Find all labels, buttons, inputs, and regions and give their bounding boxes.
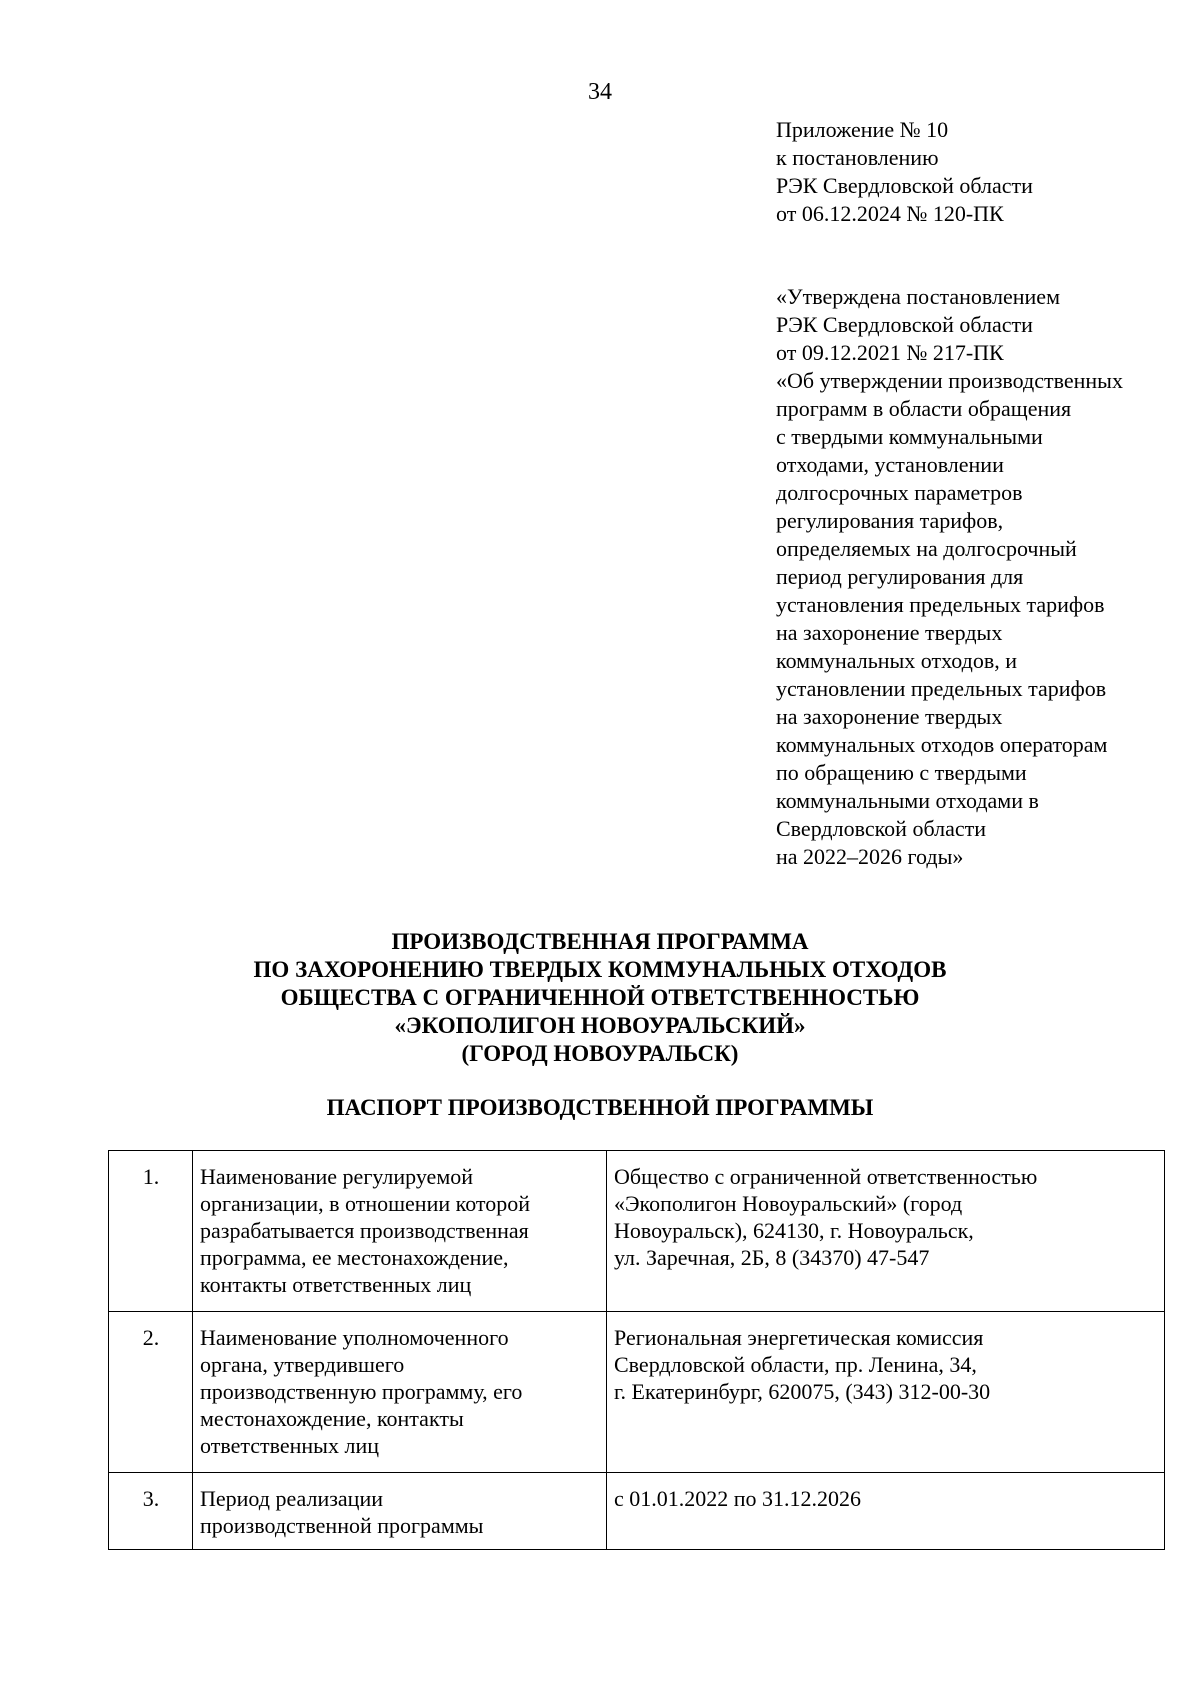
row-label [193,1151,607,1312]
page-number: 34 [588,79,612,105]
approval-line: определяемых на долгосрочный [776,536,1077,561]
row-label [193,1473,607,1550]
approval-line: регулирования тарифов, [776,508,1004,533]
approval-reference [776,283,1186,871]
appendix-line: Приложение № 10 [776,117,949,142]
passport-table [108,1150,1165,1550]
row-number: 3. [109,1473,193,1550]
approval-line: коммунальными отходами в [776,788,1039,813]
program-title-line: ПО ЗАХОРОНЕНИЮ ТВЕРДЫХ КОММУНАЛЬНЫХ ОТХОДОВ [253,957,947,982]
row-label-line: разрабатывается производственная [200,1218,529,1243]
row-value-line: Новоуральск), 624130, г. Новоуральск, [614,1218,974,1243]
approval-line: по обращению с твердыми [776,760,1027,785]
appendix-line: от 06.12.2024 № 120-ПК [776,201,1004,226]
row-value [607,1151,1165,1312]
approval-line: программ в области обращения [776,396,1072,421]
row-value-line: ул. Заречная, 2Б, 8 (34370) 47-547 [614,1245,930,1270]
row-label [193,1312,607,1473]
row-label-line: ответственных лиц [200,1433,379,1458]
approval-line: коммунальных отходов операторам [776,732,1108,757]
approval-line: от 09.12.2021 № 217-ПК [776,340,1004,365]
passport-title: ПАСПОРТ ПРОИЗВОДСТВЕННОЙ ПРОГРАММЫ [326,1095,874,1120]
row-label-line: Наименование регулируемой [200,1164,474,1189]
row-value-line: г. Екатеринбург, 620075, (343) 312-00-30 [614,1379,991,1404]
program-title-line: (ГОРОД НОВОУРАЛЬСК) [461,1041,739,1066]
approval-line: «Утверждена постановлением [776,284,1060,309]
row-value [607,1312,1165,1473]
approval-line: на захоронение твердых [776,620,1003,645]
row-value-line: Общество с ограниченной ответственностью [614,1164,1038,1189]
approval-line: отходами, установлении [776,452,1004,477]
program-title [0,928,1200,1068]
row-label-line: программа, ее местонахождение, [200,1245,509,1270]
approval-line: установлении предельных тарифов [776,676,1107,701]
approval-line: на захоронение твердых [776,704,1003,729]
row-label-line: контакты ответственных лиц [200,1272,472,1297]
table-row [109,1312,1165,1473]
row-value-line: Свердловской области, пр. Ленина, 34, [614,1352,977,1377]
row-value-line: «Экополигон Новоуральский» (город [614,1191,963,1216]
row-label-line: Наименование уполномоченного [200,1325,509,1350]
appendix-reference [776,116,1186,228]
row-label-line: органа, утвердившего [200,1352,405,1377]
row-label-line: производственной программы [200,1513,484,1538]
appendix-line: к постановлению [776,145,939,170]
approval-line: Свердловской области [776,816,986,841]
approval-line: долгосрочных параметров [776,480,1023,505]
row-label-line: производственную программу, его [200,1379,523,1404]
row-value-line: с 01.01.2022 по 31.12.2026 [614,1486,862,1511]
approval-line: коммунальных отходов, и [776,648,1018,673]
program-title-line: ОБЩЕСТВА С ОГРАНИЧЕННОЙ ОТВЕТСТВЕННОСТЬЮ [280,985,920,1010]
table-row [109,1473,1165,1550]
approval-line: «Об утверждении производственных [776,368,1123,393]
row-label-line: организации, в отношении которой [200,1191,530,1216]
approval-line: на 2022–2026 годы» [776,844,964,869]
program-title-line: «ЭКОПОЛИГОН НОВОУРАЛЬСКИЙ» [394,1013,806,1038]
row-label-line: местонахождение, контакты [200,1406,464,1431]
approval-line: с твердыми коммунальными [776,424,1043,449]
appendix-line: РЭК Свердловской области [776,173,1033,198]
row-value [607,1473,1165,1550]
row-number: 1. [109,1151,193,1312]
row-value-line: Региональная энергетическая комиссия [614,1325,984,1350]
row-number: 2. [109,1312,193,1473]
approval-line: установления предельных тарифов [776,592,1105,617]
program-title-line: ПРОИЗВОДСТВЕННАЯ ПРОГРАММА [391,929,809,954]
table-row [109,1151,1165,1312]
approval-line: период регулирования для [776,564,1024,589]
row-label-line: Период реализации [200,1486,384,1511]
approval-line: РЭК Свердловской области [776,312,1033,337]
